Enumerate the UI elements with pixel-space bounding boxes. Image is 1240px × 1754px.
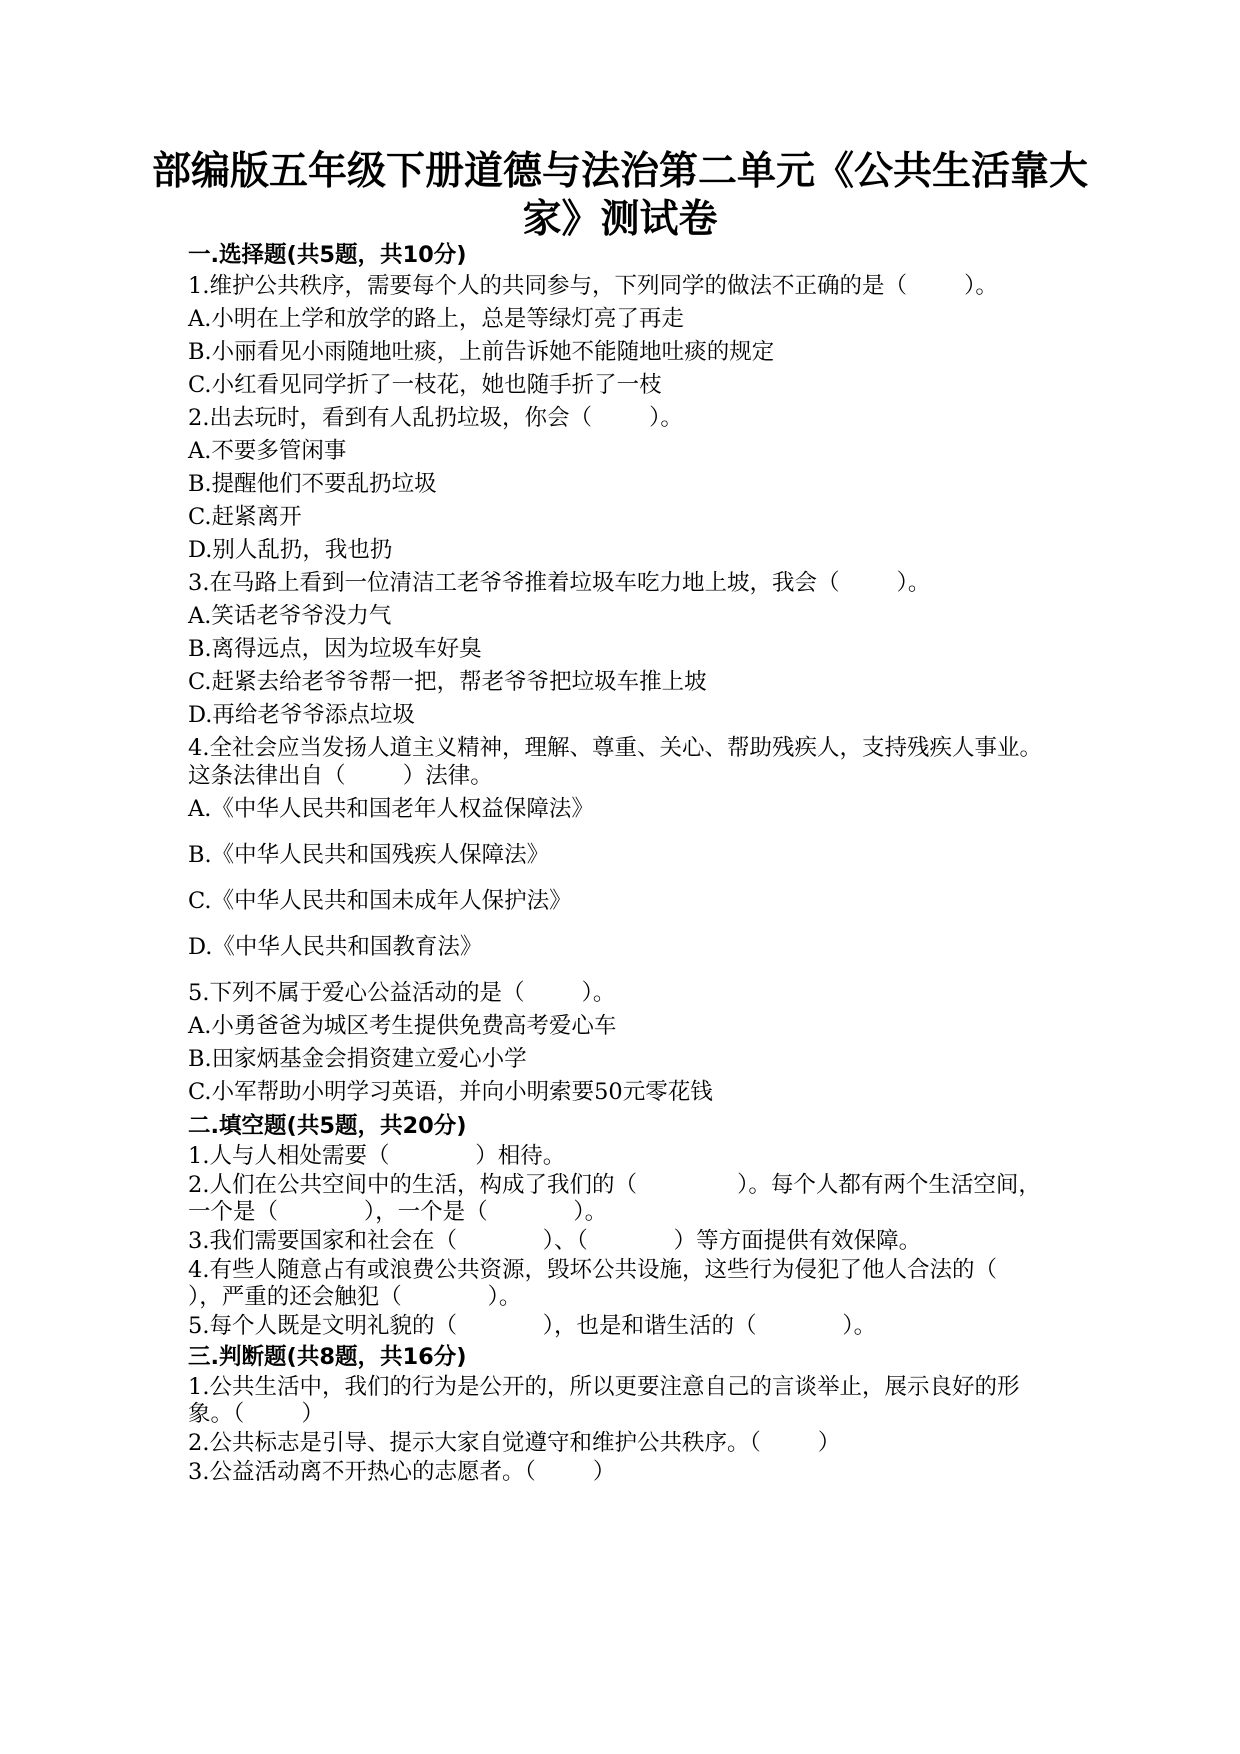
choice-question-1: 1.维护公共秩序，需要每个人的共同参与，下列同学的做法不正确的是（ ）。 (188, 273, 998, 299)
fill-question-4: 4.有些人随意占有或浪费公共资源，毁坏公共设施，这些行为侵犯了他人合法的（ ），严重的还会触犯（ ）。 (188, 1257, 1083, 1310)
choice-question-3: 3.在马路上看到一位清洁工老爷爷推着垃圾车吃力地上坡，我会（ ）。 (188, 570, 931, 596)
section-header-fill: 二.填空题(共5题，共20分) (188, 1113, 467, 1139)
choice-option: B.《中华人民共和国残疾人保障法》 (188, 842, 550, 868)
choice-option: A.小勇爸爸为城区考生提供免费高考爱心车 (188, 1013, 617, 1039)
fill-question-2: 2.人们在公共空间中的生活，构成了我们的（ ）。每个人都有两个生活空间，一个是（ ），一个是（ ）。 (188, 1172, 1041, 1225)
choice-option: C.小红看见同学折了一枝花，她也随手折了一枝 (188, 372, 662, 398)
choice-option: B.田家炳基金会捐资建立爱心小学 (188, 1046, 527, 1072)
choice-option: C.赶紧去给老爷爷帮一把，帮老爷爷把垃圾车推上坡 (188, 669, 707, 695)
choice-question-5: 5.下列不属于爱心公益活动的是（ ）。 (188, 980, 616, 1006)
choice-option: C.《中华人民共和国未成年人保护法》 (188, 888, 572, 914)
choice-option: C.小军帮助小明学习英语，并向小明索要50元零花钱 (188, 1079, 713, 1105)
choice-option: A.小明在上学和放学的路上，总是等绿灯亮了再走 (188, 306, 684, 332)
choice-option: C.赶紧离开 (188, 504, 302, 530)
choice-option: B.提醒他们不要乱扔垃圾 (188, 471, 437, 497)
page-title: 部编版五年级下册道德与法治第二单元《公共生活靠大家》测试卷 (151, 149, 1088, 242)
choice-question-4: 4.全社会应当发扬人道主义精神，理解、尊重、关心、帮助残疾人，支持残疾人事业。这条法律出自（ ）法律。 (188, 735, 1042, 789)
judge-question-2: 2.公共标志是引导、提示大家自觉遵守和维护公共秩序。（ ） (188, 1430, 841, 1456)
fill-question-1: 1.人与人相处需要（ ）相待。 (188, 1143, 566, 1169)
choice-option: D.再给老爷爷添点垃圾 (188, 702, 415, 728)
choice-option: A.笑话老爷爷没力气 (188, 603, 392, 629)
choice-option: D.《中华人民共和国教育法》 (188, 934, 483, 960)
choice-option: D.别人乱扔，我也扔 (188, 537, 393, 563)
fill-question-5: 5.每个人既是文明礼貌的（ ），也是和谐生活的（ ）。 (188, 1313, 877, 1339)
choice-option: B.离得远点，因为垃圾车好臭 (188, 636, 482, 662)
section-header-choice: 一.选择题(共5题，共10分) (188, 242, 467, 268)
section-header-judge: 三.判断题(共8题，共16分) (188, 1344, 467, 1370)
choice-option: B.小丽看见小雨随地吐痰，上前告诉她不能随地吐痰的规定 (188, 339, 775, 365)
judge-question-3: 3.公益活动离不开热心的志愿者。（ ） (188, 1459, 616, 1485)
choice-option: A.不要多管闲事 (188, 438, 347, 464)
judge-question-1: 1.公共生活中，我们的行为是公开的，所以更要注意自己的言谈举止，展示良好的形象。（ ） (188, 1374, 1020, 1427)
choice-question-2: 2.出去玩时，看到有人乱扔垃圾，你会（ ）。 (188, 405, 683, 431)
fill-question-3: 3.我们需要国家和社会在（ ）、（ ）等方面提供有效保障。 (188, 1228, 922, 1254)
exam-content (188, 240, 1083, 1488)
choice-option: A.《中华人民共和国老年人权益保障法》 (188, 796, 594, 822)
